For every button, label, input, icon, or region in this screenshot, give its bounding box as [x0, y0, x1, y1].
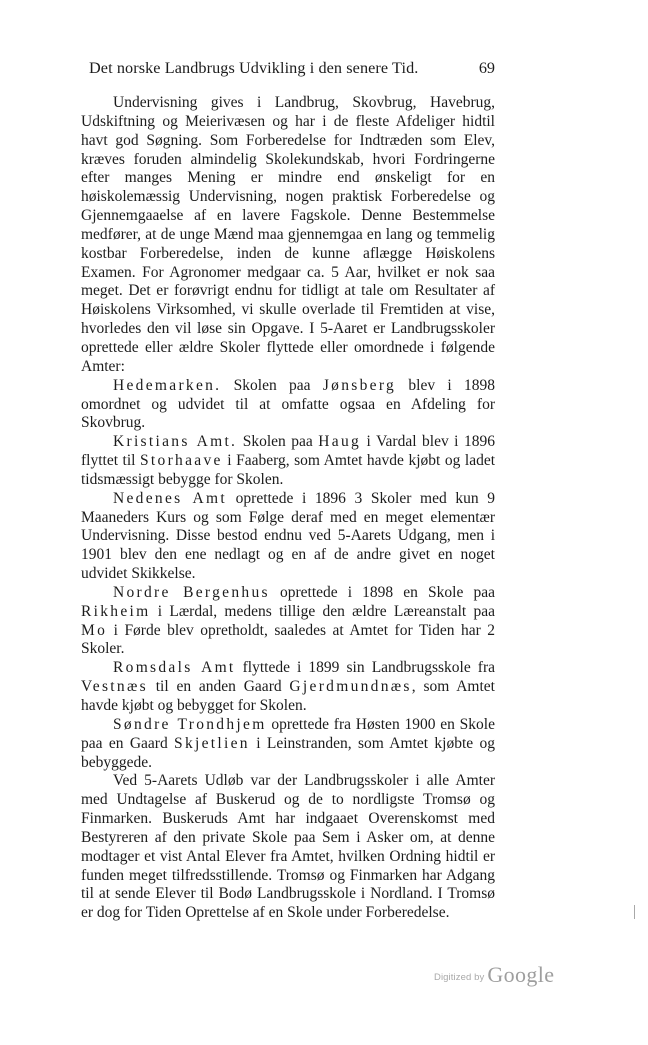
- digitized-label: Digitized by: [434, 972, 485, 983]
- paragraph: [81, 377, 495, 434]
- spaced-name: Storhaave: [140, 452, 223, 470]
- text-run: Skolen paa: [237, 433, 319, 451]
- scan-edge-mark: [634, 905, 635, 919]
- spaced-name: Romsdals Amt: [113, 659, 236, 677]
- text-run: , som Amtet havde kjøbt og bebygget for Skolen.: [81, 678, 495, 714]
- spaced-name: Vestnæs: [81, 678, 148, 696]
- spaced-name: Haug: [318, 433, 362, 451]
- text-run: Skolen paa: [221, 376, 323, 394]
- text-run: Ved 5-Aarets Udløb var der Landbrugsskoler i alle Amter med Undtagelse af Buskerud og de to nordligste Tromsø og Finmarken. Buskeruds Amt har indgaaet Overenskomst med Bestyreren af den private Skole paa Sem i Asker om, at denne modtager et vist Antal Elever fra Amtet, hvilken Ordning hidtil er funden meget tilfredsstillende. Tromsø og Finmarken har Adgang til at sende Elever til Bodø Landbrugsskole i Nordland. I Tromsø er dog for Tiden Oprettelse af en Skole under Forberedelse.: [81, 772, 495, 922]
- running-title: Det norske Landbrugs Udvikling i den senere Tid.: [89, 59, 419, 77]
- text-run: i Førde blev opretholdt, saaledes at Amtet for Tiden har 2 Skoler.: [81, 621, 495, 658]
- text-run: oprettede i 1898 en Skole paa: [269, 583, 495, 601]
- text-run: til en anden Gaard: [147, 678, 290, 696]
- spaced-name: Jønsberg: [322, 376, 397, 394]
- spaced-name: Gjerdmundnæs: [289, 678, 412, 696]
- spaced-name: Rikheim: [81, 602, 151, 620]
- paragraph: [81, 659, 495, 716]
- digitized-watermark: [434, 962, 554, 988]
- paragraph: [81, 433, 495, 490]
- google-logo: Google: [487, 962, 555, 987]
- paragraph: [81, 716, 495, 773]
- spaced-name: Mo: [81, 621, 108, 639]
- text-run: Undervisning gives i Landbrug, Skovbrug, Havebrug, Udskiftning og Meierivæsen og har i de fleste Afdeliger hidtil havt god Søgning. Som Forberedelse for Indtræden som Elev, kræves foruden almindelig Skolekundskab, hvori Fordringerne efter manges Mening er mindre end ønskeligt for en høiskolemæssig Undervisning, nogen praktisk Forberedelse og Gjennemgaaelse af en lavere Fagskole. Denne Bestemmelse medfører, at de unge Mænd maa gjennemgaa en lang og temmelig kostbar Forberedelse, inden de kunne aflægge Høiskolens Examen. For Agronomer medgaar ca. 5 Aar, hvilket er nok saa meget. Det er forøvrigt endnu for tidligt at tale om Resultater af Høiskolens Virksomhed, vi skulle overlade til Fremtiden at vise, hvorledes den vil løse sin Opgave. I 5-Aaret er Landbrugsskoler oprettede eller ældre Skoler flyttede eller omordnede i følgende Amter:: [81, 94, 495, 375]
- page-number: 69: [478, 59, 495, 77]
- text-run: i Leinstranden, som Amtet kjøbte og bebyggede.: [81, 734, 495, 771]
- text-run: oprettede i 1896 3 Skoler med kun 9 Maaneders Kurs og som Følge deraf med en meget elementær Undervisning. Disse bestod endnu ved 5-Aarets Udgang, men i 1901 blev den ene nedlagt og en af de andre givet en noget udvidet Skikkelse.: [81, 489, 496, 583]
- spaced-name: Nordre Bergenhus: [113, 583, 270, 601]
- text-run: i Lærdal, medens tillige den ældre Læreanstalt paa: [150, 602, 495, 620]
- spaced-name: Nedenes Amt: [113, 489, 228, 507]
- paragraph: [81, 490, 495, 584]
- paragraph: [81, 772, 495, 923]
- running-head: [89, 58, 495, 78]
- text-run: i Vardal blev i 1896 flyttet til: [81, 433, 495, 470]
- body-text: [81, 94, 495, 923]
- text-run: oprettede fra Høsten 1900 en Skole paa en Gaard: [81, 715, 495, 752]
- paragraph: [81, 584, 495, 659]
- spaced-name: Hedemarken.: [113, 376, 222, 394]
- book-page: [81, 58, 495, 923]
- paragraph: [81, 94, 495, 377]
- spaced-name: Søndre Trondhjem: [113, 715, 267, 733]
- text-run: i Faaberg, som Amtet havde kjøbt og ladet tidsmæssigt bebygge for Skolen.: [81, 452, 496, 488]
- text-run: flyttede i 1899 sin Landbrugsskole fra: [235, 659, 495, 677]
- text-run: blev i 1898 omordnet og udvidet til at omfatte ogsaa en Afdeling for Skovbrug.: [81, 376, 495, 432]
- spaced-name: Skjetlien: [174, 734, 250, 752]
- spaced-name: Kristians Amt.: [113, 433, 238, 451]
